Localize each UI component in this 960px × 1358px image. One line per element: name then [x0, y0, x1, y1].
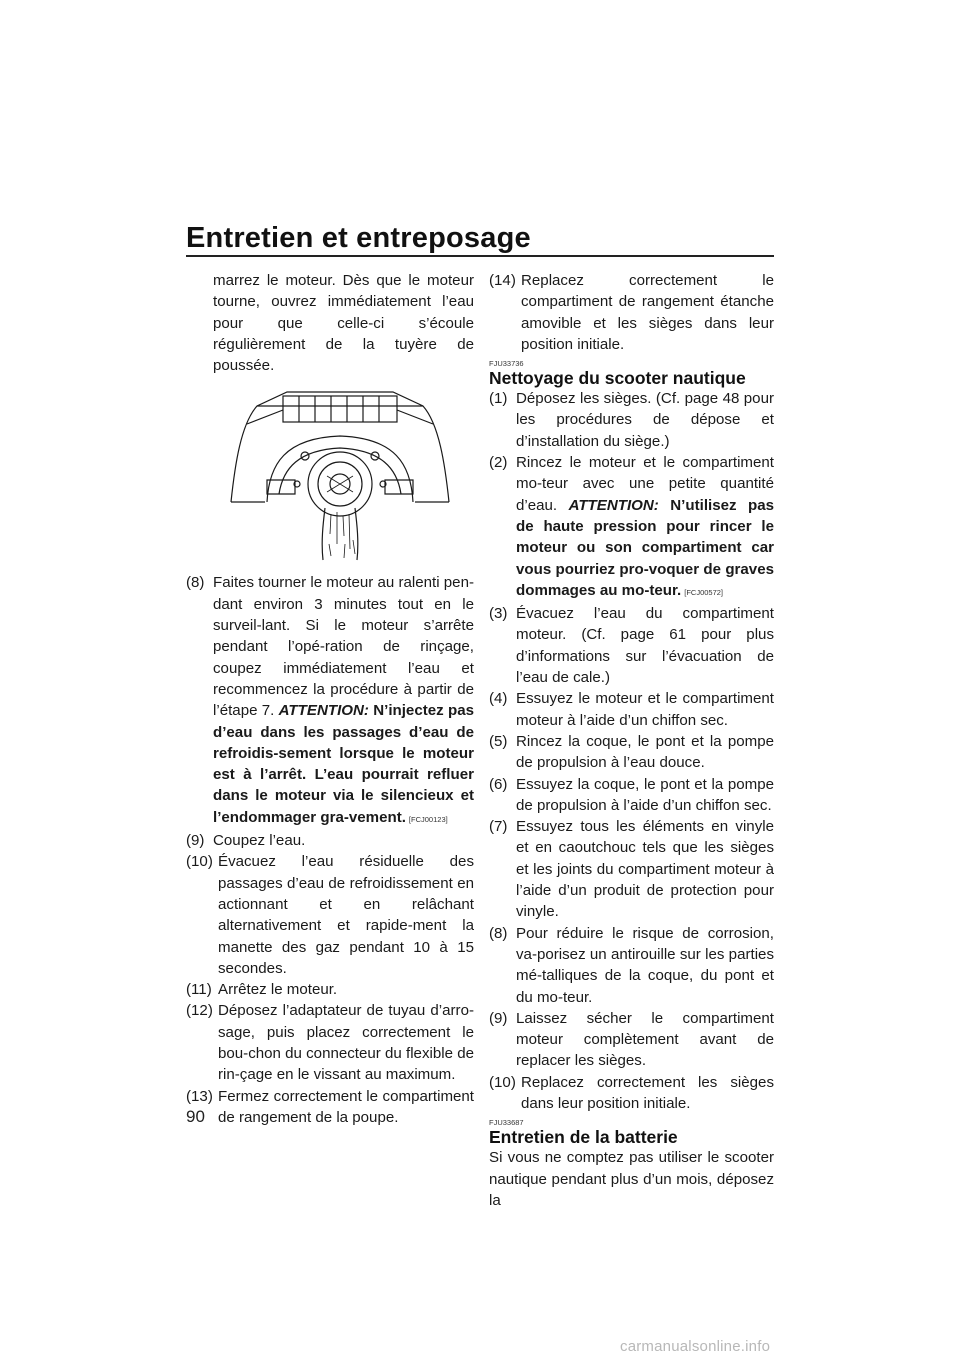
- clean-step-4: [489, 688, 774, 731]
- step-text: Arrêtez le moteur.: [218, 981, 338, 999]
- clean-step-10: [489, 1072, 774, 1115]
- step-text: Coupez l’eau.: [213, 832, 306, 850]
- watermark-text: carmanualsonline.info: [620, 1338, 771, 1355]
- step-text: Évacuez l’eau du compartiment moteur. (Cf. page 61 pour plus d’informations sur l’évacuation de l’eau de cale.): [516, 605, 774, 687]
- step-item-11: [186, 979, 474, 1000]
- clean-step-6: [489, 774, 774, 817]
- step-text: Laissez sécher le compartiment moteur complètement avant de replacer les sièges.: [516, 1009, 774, 1070]
- clean-step-1: [489, 388, 774, 452]
- step-number: (12): [186, 1002, 213, 1020]
- step-text: Essuyez tous les éléments en vinyle et en caoutchouc tels que les sièges et les joints du compartiment moteur à l’aide d’un produit de protection pour vinyle.: [516, 818, 774, 921]
- clean-step-9: [489, 1008, 774, 1072]
- step-number: (3): [489, 605, 508, 623]
- step-text: Évacuez l’eau résiduelle des passages d’eau de refroidissement en actionnant et en relâchant alternativement et rapide-ment la manette des gaz pendant 10 à 15 secondes.: [218, 853, 474, 977]
- step-number: (9): [489, 1009, 508, 1027]
- step-text: Rincez la coque, le pont et la pompe de propulsion à l’eau douce.: [516, 732, 774, 772]
- step-text: Rincez le moteur et le compartiment mo-teur avec une petite quantité d’eau.: [516, 454, 774, 514]
- page-header-title: Entretien et entreposage: [186, 222, 531, 254]
- step-number: (10): [186, 853, 213, 871]
- jet-nozzle-flush-illustration: [227, 384, 453, 562]
- step-text: Replacez correctement les sièges dans leur position initiale.: [521, 1073, 774, 1112]
- page-number: 90: [186, 1107, 205, 1126]
- step-number: (10): [489, 1073, 516, 1091]
- step-text: Déposez les sièges. (Cf. page 48 pour les procédures de dépose et d’installation du siège.): [516, 390, 774, 450]
- clean-step-2: [489, 452, 774, 603]
- clean-step-5: [489, 731, 774, 774]
- step-text: Essuyez le moteur et le compartiment moteur à l’aide d’un chiffon sec.: [516, 690, 774, 729]
- clean-step-7: [489, 816, 774, 922]
- step-text: Fermez correctement le compartiment de rangement de la poupe.: [218, 1087, 474, 1126]
- step-item-8: [186, 572, 474, 830]
- step-number: (13): [186, 1087, 213, 1105]
- caution-code: [FCJ00572]: [684, 587, 724, 597]
- step-number: (9): [186, 832, 205, 850]
- attention-label: ATTENTION:: [278, 702, 369, 720]
- clean-step-8: [489, 923, 774, 1008]
- step-number: (7): [489, 818, 508, 836]
- intro-paragraph: marrez le moteur. Dès que le moteur tourne, ouvrez immédiatement l’eau pour que celle-ci s’écoule régulièrement de la tuyère de poussée.: [213, 272, 474, 375]
- step-number: (5): [489, 732, 508, 750]
- header-rule: [186, 255, 774, 257]
- section-code: FJU33736: [489, 359, 524, 369]
- step-number: (4): [489, 690, 508, 708]
- step-text: Essuyez la coque, le pont et la pompe de propulsion à l’aide d’un chiffon sec.: [516, 775, 774, 814]
- step-item-13: [186, 1086, 474, 1129]
- section-title-battery: Entretien de la batterie: [489, 1127, 678, 1148]
- step-number: (6): [489, 775, 508, 793]
- section-title-cleaning: Nettoyage du scooter nautique: [489, 368, 746, 389]
- step-item-12: [186, 1000, 474, 1085]
- attention-text: N’injectez pas d’eau dans les passages d’eau de refroidis-sement lorsque le moteur est à l’arrêt. L’eau pourrait refluer dans le moteur via le silencieux et l’endommager gra-vement.: [213, 702, 474, 826]
- attention-label: ATTENTION:: [568, 496, 659, 514]
- step-number: (14): [489, 272, 516, 289]
- step-item-10: [186, 851, 474, 979]
- step-item-14: [489, 270, 774, 355]
- caution-code: [FCJ00123]: [408, 814, 448, 824]
- section-code: FJU33687: [489, 1118, 524, 1128]
- left-column: [186, 270, 474, 1128]
- step-number: (8): [186, 574, 205, 592]
- attention-text: N’utilisez pas de haute pression pour rincer le moteur ou son compartiment car vous pourriez pro-voquer de graves dommages au mo-teur.: [516, 496, 774, 599]
- step-item-9: [186, 830, 474, 851]
- step-number: (2): [489, 454, 508, 472]
- step-number: (8): [489, 924, 508, 942]
- right-column: [489, 270, 774, 1211]
- step-text: Déposez l’adaptateur de tuyau d’arro-sage, puis placez correctement le bou-chon du connecteur du flexible de rin-çage en le vissant au maximum.: [218, 1002, 474, 1084]
- step-number: (1): [489, 390, 508, 408]
- step-text: Pour réduire le risque de corrosion, va-porisez un antirouille sur les parties mé-talliques de la coque, du pont et du mo-teur.: [516, 924, 774, 1006]
- step-text: Replacez correctement le compartiment de rangement étanche amovible et les sièges dans leur position initiale.: [521, 272, 774, 353]
- step-text: Faites tourner le moteur au ralenti pen-dant environ 3 minutes tout en le surveil-lant. Si le moteur s’arrête pendant l’opé-ration de rinçage, coupez immédiatement l’eau et recommencez la procédure à partir de l’étape 7.: [213, 574, 474, 720]
- clean-step-3: [489, 603, 774, 688]
- step-number: (11): [186, 981, 212, 999]
- battery-paragraph: Si vous ne comptez pas utiliser le scooter nautique pendant plus d’un mois, déposez la: [489, 1149, 774, 1209]
